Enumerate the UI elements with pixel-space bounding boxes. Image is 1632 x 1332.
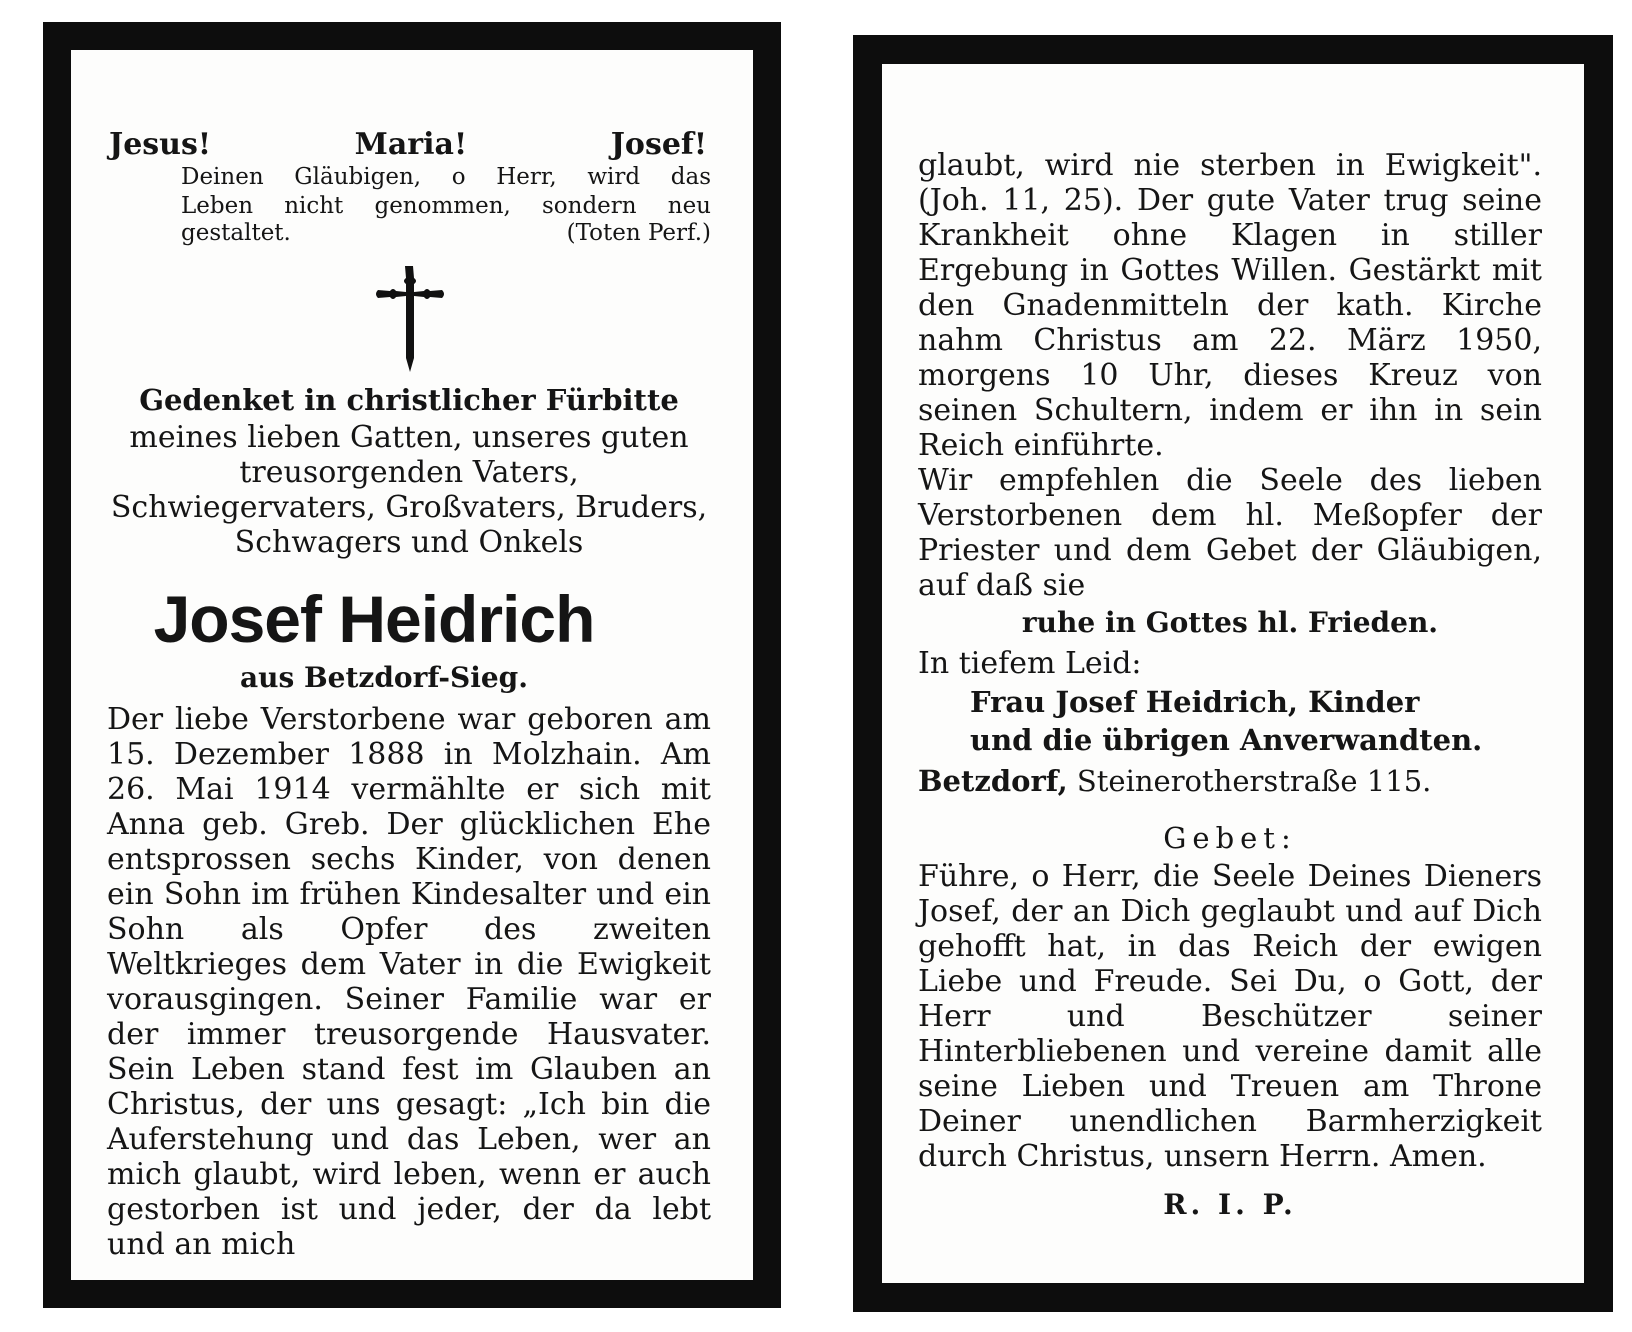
rest-in-peace-line: ruhe in Gottes hl. Frieden. <box>1021 606 1439 639</box>
invocation-maria: Maria! <box>354 127 468 162</box>
prayer-text: Führe, o Herr, die Seele Deines Dieners Josef, der an Dich geglaubt und auf Dich gehofft hat, in das Reich der ewigen Liebe und Freude. Sei Du, o Gott, der Herr und Beschützer seiner Hinterbliebenen und vereine damit alle seine Lieben und Treuen am Throne Deiner unendlichen Barmherzigkeit durch Christus, unsern Herrn. Amen. <box>918 859 1542 1174</box>
invocation-row <box>107 128 711 162</box>
right-page-content <box>882 64 1584 1283</box>
memorial-card-right-page <box>853 35 1613 1312</box>
recommendation-text: Wir empfehlen die Seele des lieben Verstorbenen dem hl. Meßopfer der Priester und dem Gebet der Gläubigen, auf daß sie <box>918 463 1542 603</box>
grief-intro: In tiefem Leid: <box>918 646 1142 681</box>
invocation-jesus: Jesus! <box>109 127 212 162</box>
verse-end: gestaltet. <box>181 220 291 246</box>
biography-text: Der liebe Verstorbene war geboren am 15. Dezember 1888 in Molzhain. Am 26. Mai 1914 vermählte er sich mit Anna geb. Greb. Der glücklichen Ehe entsprossen sechs Kinder, von denen ein Sohn im frühen Kindesalter und ein Sohn als Opfer des zweiten Weltkrieges dem Vater in die Ewigkeit vorausgingen. Seiner Familie war er der immer treusorgende Hausvater. Sein Leben stand fest im Glauben an Christus, der uns gesagt: „Ich bin die Auferstehung und das Leben, wer an mich glaubt, wird leben, wenn er auch gestorben ist und jeder, der da lebt und an mich <box>107 702 711 1262</box>
family-line-2: und die übrigen Anverwandten. <box>970 723 1483 757</box>
address-street: Steinerotherstraße 115. <box>1076 764 1432 798</box>
deceased-origin: aus Betzdorf-Sieg. <box>240 661 528 694</box>
verse-line-2: Leben nicht genommen, sondern neu <box>181 193 711 219</box>
verse-source: (Toten Perf.) <box>566 220 711 246</box>
family-line-1: Frau Josef Heidrich, Kinder <box>970 685 1420 719</box>
memorial-card-left-page <box>43 22 781 1308</box>
verse-line-1: Deinen Gläubigen, o Herr, wird das <box>181 164 711 190</box>
continuation-text: glaubt, wird nie sterben in Ewigkeit". (Joh. 11, 25). Der gute Vater trug seine Krankheit ohne Klagen in stiller Ergebung in Gottes Willen. Gestärkt mit den Gnadenmitteln der kath. Kirche nahm Christus am 22. März 1950, morgens 10 Uhr, dieses Kreuz von seinen Schultern, indem er ihn in sein Reich einführte. <box>918 148 1542 463</box>
rip-text: R. I. P. <box>1163 1188 1297 1221</box>
verse-line-3 <box>181 220 711 246</box>
deceased-name: Josef Heidrich <box>153 582 595 656</box>
prayer-title: Gebet: <box>1163 821 1297 855</box>
address-line <box>918 763 1542 799</box>
remembrance-heading: Gedenket in christlicher Fürbitte <box>139 383 679 417</box>
cross-icon <box>374 266 444 372</box>
remembrance-intro: meines lieben Gatten, unseres guten treusorgenden Vaters, Schwiegervaters, Großvaters, Bruders, Schwagers und Onkels <box>110 420 708 560</box>
invocation-josef: Josef! <box>610 127 707 162</box>
left-page-content <box>71 50 753 1280</box>
address-town: Betzdorf, <box>918 764 1068 798</box>
